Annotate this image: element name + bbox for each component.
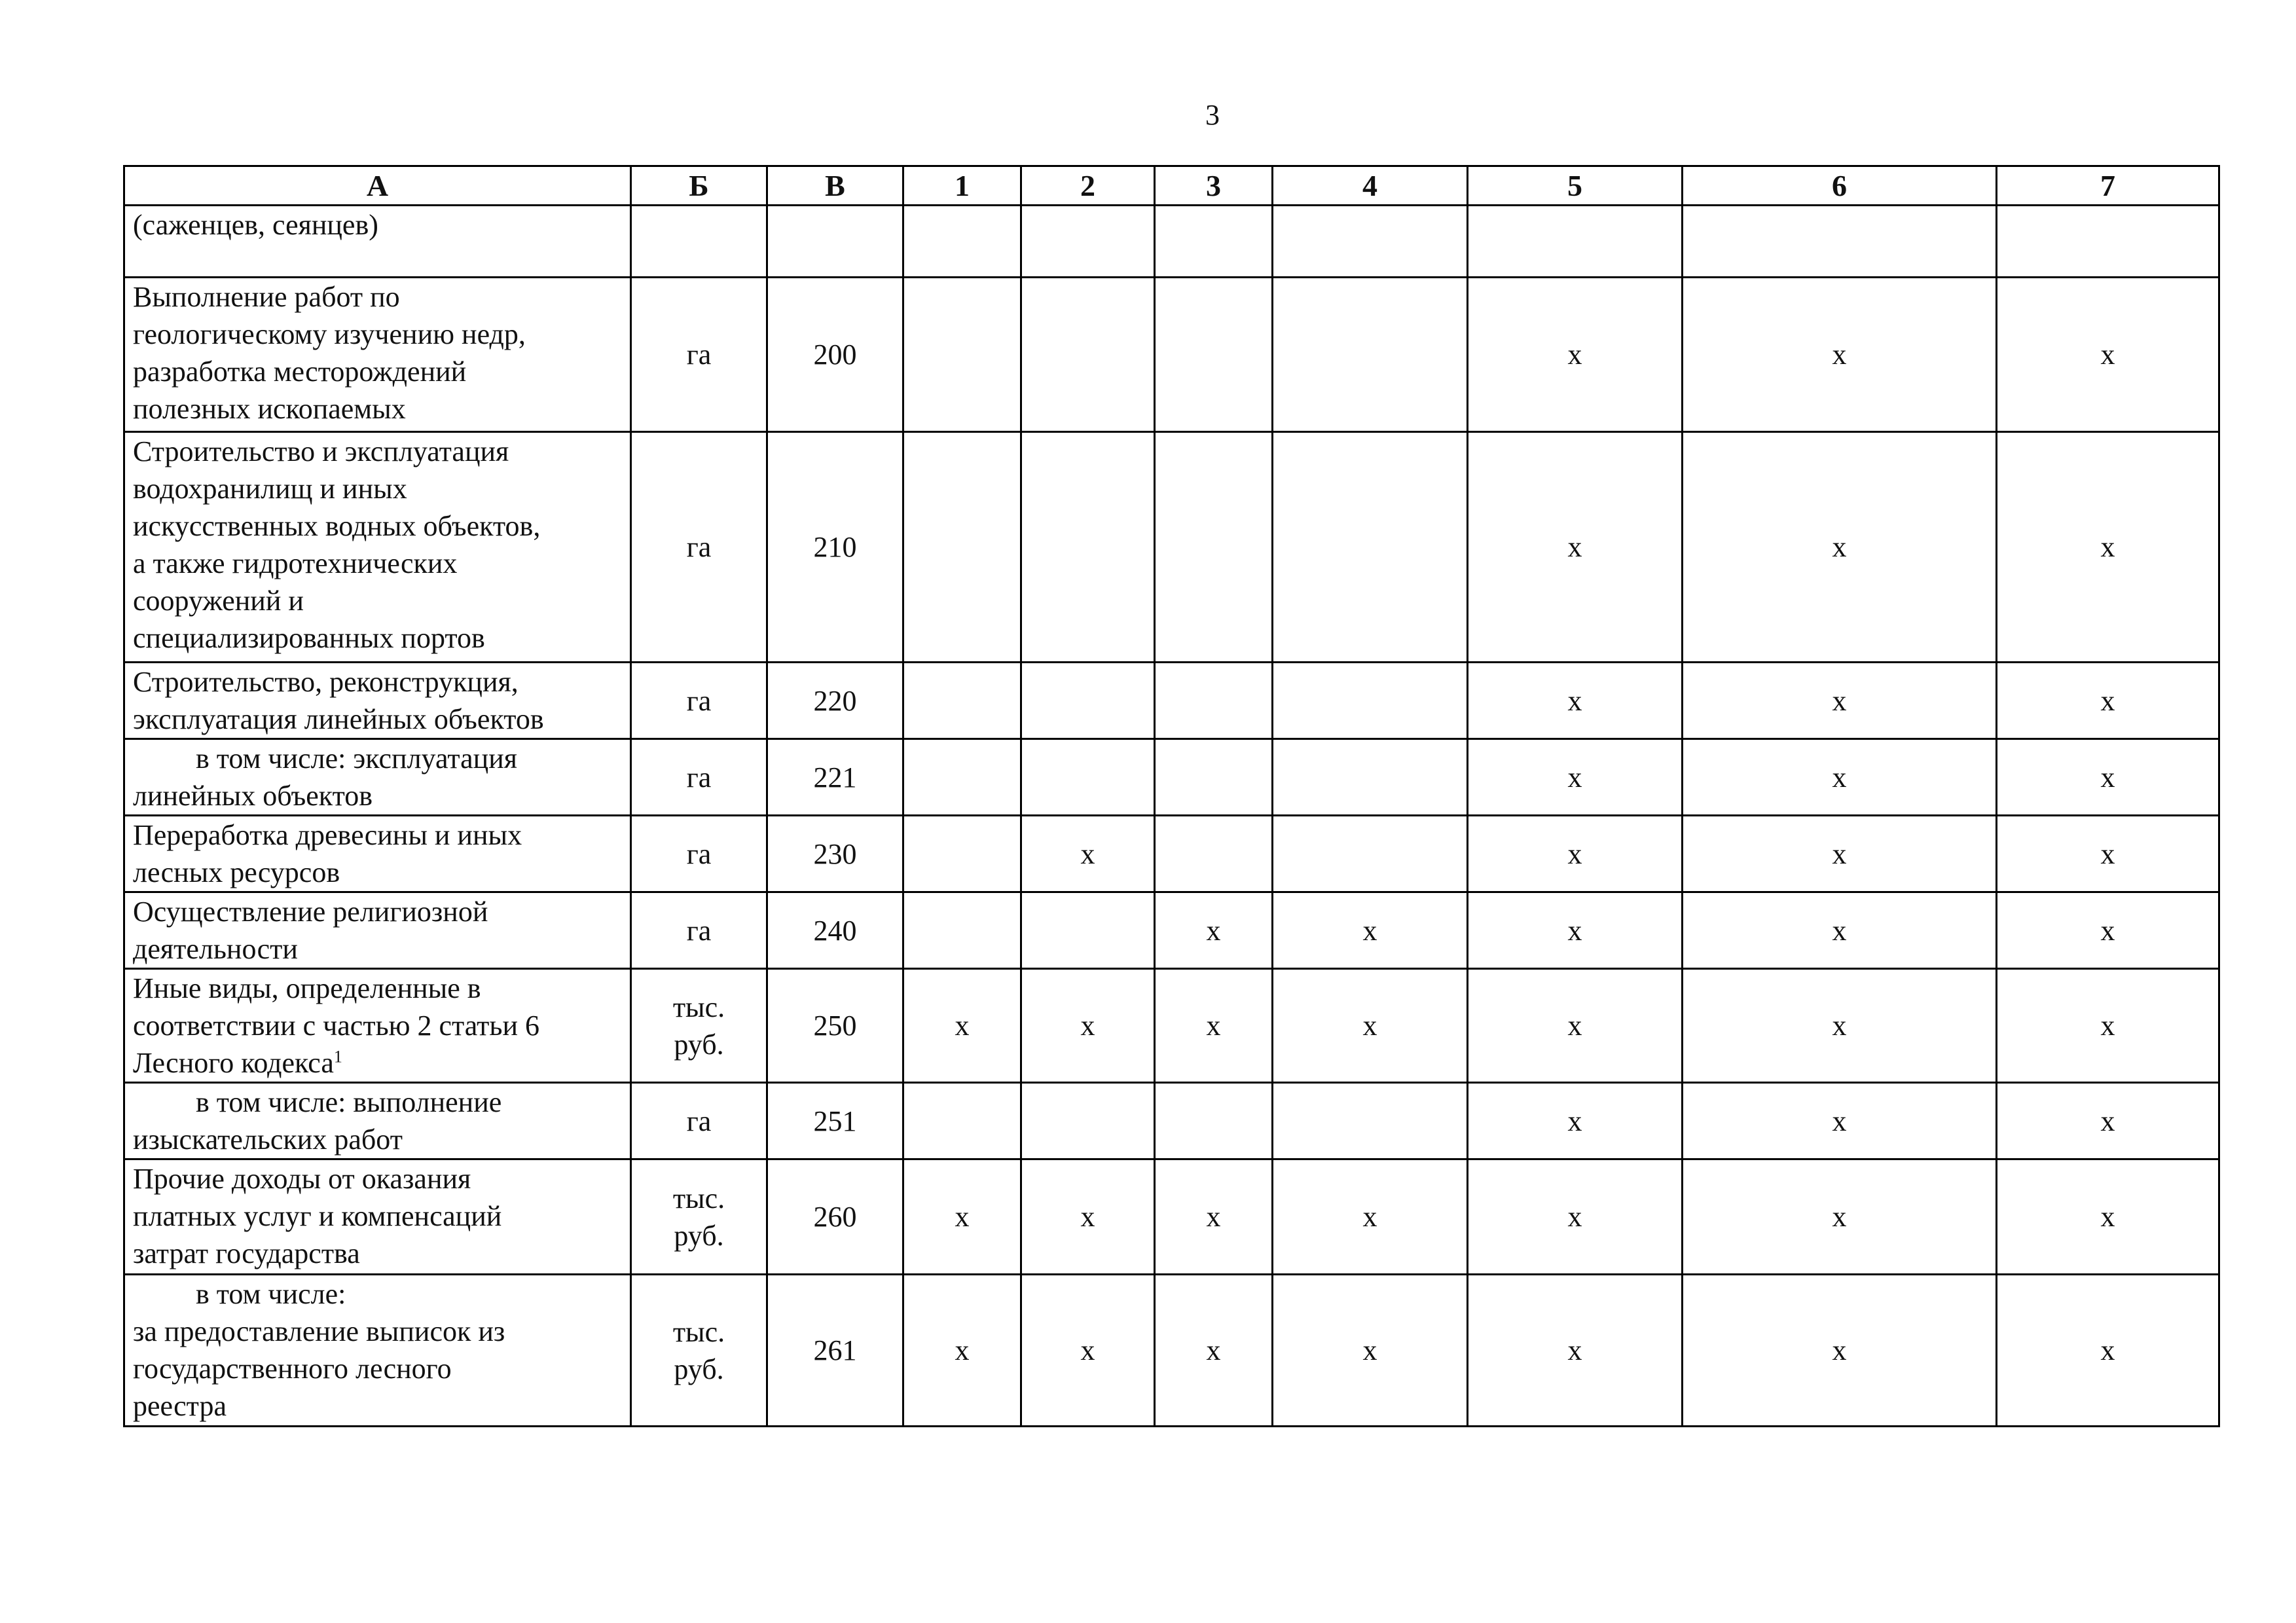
- row-unit-line: тыс.: [672, 1315, 725, 1348]
- row-code-cell: 200: [767, 278, 903, 432]
- row-value-cell-5: [1468, 206, 1683, 278]
- row-value-cell-7: [1997, 206, 2219, 278]
- header-col-b: Б: [631, 166, 767, 206]
- row-name-text: Переработка древесины и иных: [133, 819, 522, 851]
- row-code-cell: 240: [767, 892, 903, 969]
- row-name-text: Иные виды, определенные в: [133, 972, 481, 1004]
- table-row: [124, 1083, 2219, 1159]
- row-name-line: [133, 206, 622, 244]
- row-unit-line: руб.: [674, 1219, 724, 1252]
- row-value-cell-3: х: [1155, 969, 1273, 1083]
- row-value-cell-2: [1021, 1083, 1155, 1159]
- table-row: [124, 663, 2219, 739]
- row-name-cell: [124, 432, 631, 663]
- table-row: [124, 206, 2219, 278]
- row-unit-cell: [631, 206, 767, 278]
- row-value-cell-4: [1273, 278, 1468, 432]
- row-name-line: [133, 507, 622, 545]
- row-code-cell: 230: [767, 816, 903, 892]
- header-col-4: 4: [1273, 166, 1468, 206]
- row-value-cell-7: х: [1997, 278, 2219, 432]
- row-value-cell-3: [1155, 206, 1273, 278]
- row-value-cell-3: [1155, 432, 1273, 663]
- row-name-line: [133, 1044, 622, 1082]
- row-name-line: [133, 740, 622, 777]
- row-value-cell-7: х: [1997, 432, 2219, 663]
- row-name-line: [133, 433, 622, 470]
- row-name-line: [133, 390, 622, 428]
- row-value-cell-1: х: [903, 1275, 1021, 1427]
- row-name-cell: [124, 278, 631, 432]
- row-value-cell-4: х: [1273, 1275, 1468, 1427]
- row-name-text: разработка месторождений: [133, 356, 467, 388]
- row-name-line: [133, 619, 622, 657]
- row-value-cell-5: х: [1468, 1083, 1683, 1159]
- row-name-text: соответствии с частью 2 статьи 6: [133, 1010, 540, 1042]
- row-name-text: (саженцев, сеянцев): [133, 209, 378, 241]
- row-value-cell-6: х: [1683, 816, 1997, 892]
- row-value-cell-5: х: [1468, 969, 1683, 1083]
- row-value-cell-6: х: [1683, 1159, 1997, 1275]
- row-name-line: [133, 1387, 622, 1425]
- table-body: [124, 206, 2219, 1427]
- row-value-cell-5: х: [1468, 816, 1683, 892]
- row-name-text: Лесного кодекса: [133, 1047, 334, 1079]
- row-name-text: Строительство и эксплуатация: [133, 435, 509, 467]
- row-code-cell: 251: [767, 1083, 903, 1159]
- row-value-cell-2: [1021, 278, 1155, 432]
- header-col-5: 5: [1468, 166, 1683, 206]
- row-name-cell: [124, 739, 631, 816]
- row-value-cell-3: х: [1155, 1159, 1273, 1275]
- row-unit-line: тыс.: [672, 1182, 725, 1214]
- row-value-cell-2: [1021, 892, 1155, 969]
- row-name-line: [133, 1084, 622, 1121]
- row-value-cell-7: х: [1997, 739, 2219, 816]
- row-value-cell-1: [903, 432, 1021, 663]
- row-value-cell-7: х: [1997, 1083, 2219, 1159]
- row-value-cell-1: [903, 892, 1021, 969]
- row-code-cell: 221: [767, 739, 903, 816]
- header-col-7: 7: [1997, 166, 2219, 206]
- row-value-cell-6: х: [1683, 739, 1997, 816]
- row-unit-cell: га: [631, 816, 767, 892]
- row-value-cell-2: х: [1021, 1159, 1155, 1275]
- row-name-cell: [124, 969, 631, 1083]
- row-value-cell-1: [903, 739, 1021, 816]
- row-name-cell: [124, 663, 631, 739]
- row-value-cell-5: х: [1468, 278, 1683, 432]
- row-value-cell-1: [903, 1083, 1021, 1159]
- row-value-cell-4: [1273, 739, 1468, 816]
- row-value-cell-7: х: [1997, 969, 2219, 1083]
- row-unit-cell: [631, 1159, 767, 1275]
- row-value-cell-1: х: [903, 1159, 1021, 1275]
- row-value-cell-2: х: [1021, 1275, 1155, 1427]
- header-col-2: 2: [1021, 166, 1155, 206]
- row-name-text: Выполнение работ по: [133, 281, 400, 313]
- row-name-line: [133, 545, 622, 582]
- row-name-text: государственного лесного: [133, 1353, 452, 1385]
- row-name-line: [133, 663, 622, 701]
- row-name-text: сооружений и: [133, 585, 304, 617]
- row-value-cell-4: х: [1273, 969, 1468, 1083]
- row-unit-line: тыс.: [672, 991, 725, 1023]
- table-row: [124, 432, 2219, 663]
- row-name-line: [133, 1121, 622, 1158]
- row-value-cell-3: х: [1155, 892, 1273, 969]
- row-code-cell: 220: [767, 663, 903, 739]
- row-name-line: [133, 1350, 622, 1387]
- row-name-line: [133, 854, 622, 891]
- row-value-cell-6: х: [1683, 663, 1997, 739]
- row-code-cell: 210: [767, 432, 903, 663]
- row-code-cell: [767, 206, 903, 278]
- row-value-cell-4: [1273, 1083, 1468, 1159]
- row-value-cell-1: [903, 278, 1021, 432]
- row-code-cell: 260: [767, 1159, 903, 1275]
- row-code-cell: 250: [767, 969, 903, 1083]
- row-value-cell-4: [1273, 816, 1468, 892]
- row-unit-cell: [631, 1275, 767, 1427]
- row-value-cell-2: х: [1021, 816, 1155, 892]
- row-value-cell-4: х: [1273, 1159, 1468, 1275]
- table-row: [124, 969, 2219, 1083]
- row-name-cell: [124, 1275, 631, 1427]
- row-name-text: в том числе:: [196, 1278, 346, 1310]
- table-row: [124, 1275, 2219, 1427]
- row-name-text: эксплуатация линейных объектов: [133, 703, 544, 735]
- header-col-6: 6: [1683, 166, 1997, 206]
- row-unit-cell: га: [631, 432, 767, 663]
- row-value-cell-6: х: [1683, 1275, 1997, 1427]
- row-value-cell-2: х: [1021, 969, 1155, 1083]
- row-code-cell: 261: [767, 1275, 903, 1427]
- row-name-text: реестра: [133, 1390, 227, 1422]
- table-row: [124, 278, 2219, 432]
- row-value-cell-2: [1021, 739, 1155, 816]
- row-name-line: [133, 470, 622, 507]
- row-value-cell-6: х: [1683, 432, 1997, 663]
- table-row: [124, 739, 2219, 816]
- row-value-cell-6: х: [1683, 969, 1997, 1083]
- row-name-line: [133, 893, 622, 930]
- report-table: [123, 165, 2220, 1427]
- row-value-cell-1: [903, 816, 1021, 892]
- row-name-cell: [124, 206, 631, 278]
- row-value-cell-4: [1273, 206, 1468, 278]
- row-value-cell-4: [1273, 663, 1468, 739]
- row-value-cell-5: х: [1468, 432, 1683, 663]
- row-unit-line: руб.: [674, 1028, 724, 1061]
- row-name-line: [133, 1275, 622, 1313]
- row-name-text: в том числе: эксплуатация: [196, 742, 517, 775]
- row-name-cell: [124, 1159, 631, 1275]
- row-name-cell: [124, 1083, 631, 1159]
- table-row: [124, 892, 2219, 969]
- row-name-text: деятельности: [133, 933, 298, 965]
- row-name-line: [133, 816, 622, 854]
- row-value-cell-1: [903, 206, 1021, 278]
- row-name-line: [133, 701, 622, 738]
- row-value-cell-2: [1021, 663, 1155, 739]
- row-name-text: искусственных водных объектов,: [133, 510, 541, 542]
- row-name-text: полезных ископаемых: [133, 393, 406, 425]
- row-name-line: [133, 1007, 622, 1044]
- row-value-cell-1: [903, 663, 1021, 739]
- row-unit-line: руб.: [674, 1353, 724, 1385]
- row-name-text: Прочие доходы от оказания: [133, 1163, 471, 1195]
- row-value-cell-7: х: [1997, 892, 2219, 969]
- row-unit-cell: га: [631, 663, 767, 739]
- row-unit-cell: [631, 969, 767, 1083]
- row-name-text: за предоставление выписок из: [133, 1315, 505, 1347]
- table-row: [124, 816, 2219, 892]
- row-name-line: [133, 353, 622, 390]
- row-value-cell-5: х: [1468, 663, 1683, 739]
- row-name-line: [133, 970, 622, 1007]
- row-value-cell-3: [1155, 739, 1273, 816]
- row-name-line: [133, 278, 622, 316]
- row-value-cell-5: х: [1468, 1159, 1683, 1275]
- row-name-text: Строительство, реконструкция,: [133, 666, 519, 698]
- row-name-text: а также гидротехнических: [133, 547, 458, 579]
- row-value-cell-7: х: [1997, 816, 2219, 892]
- row-value-cell-3: [1155, 278, 1273, 432]
- row-name-text: геологическому изучению недр,: [133, 318, 526, 350]
- row-value-cell-6: х: [1683, 278, 1997, 432]
- row-value-cell-1: х: [903, 969, 1021, 1083]
- row-unit-cell: га: [631, 278, 767, 432]
- row-name-cell: [124, 892, 631, 969]
- row-value-cell-7: х: [1997, 1275, 2219, 1427]
- row-name-line: [133, 1235, 622, 1272]
- row-unit-cell: га: [631, 739, 767, 816]
- row-name-cell: [124, 816, 631, 892]
- header-col-3: 3: [1155, 166, 1273, 206]
- row-value-cell-3: [1155, 816, 1273, 892]
- page-number: 3: [1205, 99, 1220, 131]
- row-name-line: [133, 316, 622, 353]
- row-value-cell-2: [1021, 206, 1155, 278]
- row-unit-cell: га: [631, 892, 767, 969]
- row-name-text: затрат государства: [133, 1237, 360, 1269]
- row-value-cell-4: х: [1273, 892, 1468, 969]
- row-value-cell-6: х: [1683, 892, 1997, 969]
- row-name-line: [133, 582, 622, 619]
- row-name-text: лесных ресурсов: [133, 856, 340, 888]
- header-col-a: А: [124, 166, 631, 206]
- row-value-cell-3: х: [1155, 1275, 1273, 1427]
- row-value-cell-7: х: [1997, 1159, 2219, 1275]
- row-value-cell-4: [1273, 432, 1468, 663]
- row-name-line: [133, 1313, 622, 1350]
- row-name-line: [133, 777, 622, 814]
- row-value-cell-3: [1155, 663, 1273, 739]
- row-value-cell-6: [1683, 206, 1997, 278]
- row-name-text: в том числе: выполнение: [196, 1086, 502, 1118]
- row-value-cell-7: х: [1997, 663, 2219, 739]
- row-name-line: [133, 1197, 622, 1235]
- header-row: [124, 166, 2219, 206]
- header-col-v: В: [767, 166, 903, 206]
- header-col-1: 1: [903, 166, 1021, 206]
- footnote-marker: 1: [333, 1047, 342, 1067]
- row-value-cell-5: х: [1468, 1275, 1683, 1427]
- row-name-text: водохранилищ и иных: [133, 473, 407, 505]
- row-value-cell-5: х: [1468, 739, 1683, 816]
- row-value-cell-5: х: [1468, 892, 1683, 969]
- row-name-line: [133, 930, 622, 968]
- row-value-cell-6: х: [1683, 1083, 1997, 1159]
- row-name-text: линейных объектов: [133, 780, 373, 812]
- row-name-line: [133, 1160, 622, 1197]
- row-name-text: изыскательских работ: [133, 1123, 403, 1156]
- row-name-text: специализированных портов: [133, 622, 485, 654]
- row-name-text: платных услуг и компенсаций: [133, 1200, 502, 1232]
- row-value-cell-2: [1021, 432, 1155, 663]
- row-value-cell-3: [1155, 1083, 1273, 1159]
- table-row: [124, 1159, 2219, 1275]
- row-unit-cell: га: [631, 1083, 767, 1159]
- row-name-text: Осуществление религиозной: [133, 896, 488, 928]
